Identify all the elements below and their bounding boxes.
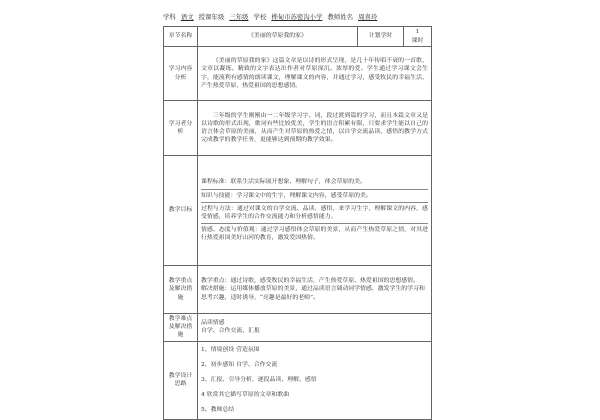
design-step: 4 欣赏其它描写草原的文章和歌曲 xyxy=(201,391,290,398)
key-points-label: 教学重点及解决措施 xyxy=(164,266,198,314)
design-step: 3、汇报、引导分析，逐段品读、理解、感悟 xyxy=(201,376,317,383)
lesson-plan-table xyxy=(163,26,432,420)
subject-label: 学科 xyxy=(163,13,176,21)
design-row xyxy=(164,341,432,419)
hours-unit: 课时 xyxy=(411,37,424,44)
key-points-cell xyxy=(198,266,432,314)
grade-label: 授课年级 xyxy=(198,13,225,21)
subject-value: 语文 xyxy=(180,13,194,21)
learner-analysis-text: 三年级的学生刚刚由一二年级学习字、词，段过渡到篇的学习，而且本篇文章又是以诗歌的形式出现，歌词有些比较优美，学生的语言积累有限，只要求学生能以自己的语言体会草原的美丽，从而产生对草原的热爱之情，以自学交流品读、感悟的教学方式完成教学的教学任务，更能够达到预期的教学效果。 xyxy=(198,101,432,156)
design-step: 2、初步感知 自学、合作交流 xyxy=(201,361,278,368)
hours-number: 1 xyxy=(415,29,420,36)
school-label: 学校 xyxy=(253,13,267,21)
content-analysis-text: 《美丽的草原我的家》这篇文章是以诗的形式呈现，是几十年传唱不衰的一首歌，文章以凝练、精致的文字表达出作者对草原深沉、浓厚的爱。学生通过学习课文会生字，能流利有感情的朗读课文，理解课文的内容，并通过学习，感受牧民的幸福生活，产生热爱草原、热爱祖国的思想感情。 xyxy=(198,47,432,101)
planned-hours-value xyxy=(404,27,432,47)
design-steps xyxy=(198,341,432,419)
content-analysis-row xyxy=(164,47,432,101)
learner-analysis-label: 学习者分析 xyxy=(164,101,198,156)
header-line xyxy=(163,12,431,26)
design-step: 5、教师总结 xyxy=(201,406,235,413)
objectives-label: 教学目标 xyxy=(164,156,198,266)
difficulty-label: 教学难点及解决措施 xyxy=(164,314,198,342)
difficulty-row xyxy=(164,314,432,342)
chapter-name-label: 章节名称 xyxy=(164,27,198,47)
content-analysis-label: 学习内容分析 xyxy=(164,47,198,101)
objective-process: 过程与方法：通过对课文的自学交流、品读、感悟，来学习生字，理解课文的内容，感受情感，培养学生的合作交流能力和分析感悟能力。 xyxy=(201,203,428,224)
objective-standard: 课程标准：联系生活实际展开想象，理解句子，体会草原的美。 xyxy=(201,176,428,189)
grade-value: 三年级 xyxy=(229,13,249,21)
difficulty-cell xyxy=(198,314,432,342)
planned-hours-label: 计划学时 xyxy=(358,27,404,47)
title-row xyxy=(164,27,432,47)
objectives-row xyxy=(164,156,432,266)
objectives-cell xyxy=(198,156,432,266)
difficulty-measure-line: 自学、合作交流、汇报 xyxy=(201,328,260,335)
objective-knowledge: 知识与技能：学习课文中的生字，理解课文内容，感受草原的美。 xyxy=(201,190,428,203)
difficulty-line: 品读情感 xyxy=(201,320,225,327)
learner-analysis-row xyxy=(164,101,432,156)
key-point-line: 教学重点：通过诗歌，感受牧民的幸福生活，产生热爱草原、热爱祖国的思想感情。 xyxy=(201,278,419,285)
design-label: 教学设计思路 xyxy=(164,341,198,419)
teacher-label: 教师姓名 xyxy=(327,13,354,21)
school-value: 桦甸市苏密沟小学 xyxy=(271,13,323,21)
lesson-plan-page xyxy=(163,12,431,413)
teacher-value: 周喜玲 xyxy=(358,13,378,21)
chapter-name-value: 《美丽的草原我的家》 xyxy=(198,27,358,47)
key-measure-line: 解决措施：运用媒体播放草原的美景，通过品读语言调动同学情感，激发学生的学习和思考兴趣，适时诱导，“亮趣是最好的老师”。 xyxy=(201,286,425,301)
key-points-row xyxy=(164,266,432,314)
design-step: 1、情境创设 营造氛围 xyxy=(201,346,260,353)
objective-emotion: 情感、态度与价值观：通过学习感悟体会草原的美景，从而产生热爱草原之情，对其进行热爱祖国美好山河的教育，激发爱国热情。 xyxy=(201,227,428,242)
